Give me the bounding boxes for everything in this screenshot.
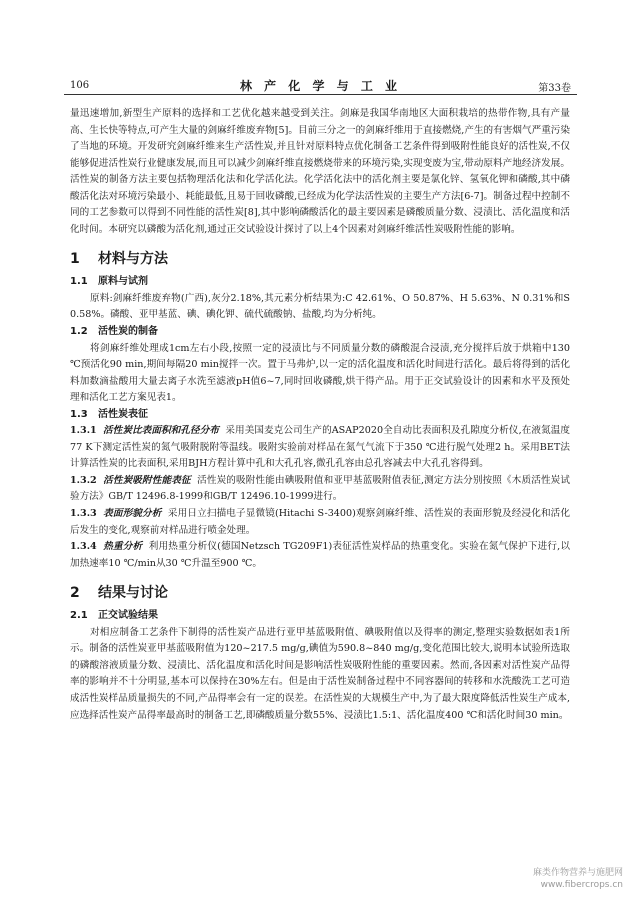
section-title: 材料与方法 [98,251,168,268]
subsub-number: 1.3.1 [70,425,97,437]
subsection-number: 1.1 [70,276,88,288]
preparation-paragraph: 将剑麻纤维处理成1cm左右小段,按照一定的浸渍比与不同质量分数的磷酸混合浸渍,充分搅拌后放于烘箱中130 ℃预活化90 min,期间每隔20 min搅拌一次。置于马弗炉,以一定的活化温度和活化时间进行活化。最后将得到的活化料加数滴盐酸用大量去离子水洗至滤液pH值6~7,同时回收磷酸,烘干得产品。用于正交试验设计的因素和水平及预处理和活化工艺方案见表1。 [70,342,570,404]
main-text [70,106,570,724]
subsection-number: 2.1 [70,610,88,622]
subsub-title: 活性炭吸附性能表征 [103,474,191,486]
subsection-title: 活性炭的制备 [98,326,158,338]
subsub-number: 1.3.2 [70,474,97,486]
section-number: 1 [70,251,80,268]
watermark [533,867,623,891]
subsection-2-1-heading [70,608,570,625]
subsub-number: 1.3.4 [70,541,97,553]
subsub-body: 采用美国麦克公司生产的ASAP2020全自动比表面积及孔隙度分析仪,在液氮温度77 K下测定活性炭的氮气吸附脱附等温线。吸附实验前对样品在氮气气流下于350 ℃进行脱气处理2 h。采用BET法计算活性炭的比表面积,采用BJH方程计算中孔和大孔孔容,微孔孔容由总孔容减去中大孔孔容得到。 [70,425,570,470]
paragraph-1-3-4 [70,539,570,572]
subsub-body: 活性炭的吸附性能由碘吸附值和亚甲基蓝吸附值表征,测定方法分别按照《木质活性炭试验方法》GB/T 12496.8-1999和GB/T 12496.10-1999进行。 [70,474,571,503]
section-1-heading [70,248,570,266]
subsection-number: 1.2 [70,326,88,338]
subsection-title: 原料与试剂 [98,276,148,288]
subsub-body: 采用日立扫描电子显微镜(Hitachi S-3400)观察剑麻纤维、活性炭的表面形貌及经浸化和活化后发生的变化,观察前对样品进行喷金处理。 [70,508,571,536]
paragraph-1-3-3 [70,506,570,539]
journal-title: 林 产 化 学 与 工 业 [239,79,402,93]
running-header [64,74,577,95]
subsub-title: 表面形貌分析 [103,508,162,520]
subsub-body: 利用热重分析仪(德国Netzsch TG209F1)表征活性炭样品的热重变化。实验在氮气保护下进行,以加热速率10 ℃/min从30 ℃升温至900 ℃。 [70,541,570,569]
page-number: 106 [70,80,90,91]
subsection-1-3-heading [70,407,570,424]
volume-label: 第33卷 [538,83,571,94]
watermark-line-1: 麻类作物营养与施肥网 [532,868,623,878]
section-number: 2 [70,585,80,602]
results-paragraph: 对相应制备工艺条件下制得的活性炭产品进行亚甲基蓝吸附值、碘吸附值以及得率的测定,整理实验数据如表1所示。制备的活性炭亚甲基蓝吸附值为120~217.5 mg/g,碘值为590.8~840 mg/g,变化范围比较大,说明本试验所选取的磷酸溶液质量分数、浸渍比、活化温度和活化时间是影响活性炭吸附性能的重要因素。然而,各因素对活性炭产品得率的影响并不十分明显,基本可以保持在30%左右。但是由于活性炭制备过程中不同容器间的转移和水洗酸洗工艺可造成活性炭样品质量损失的不同,产品得率会有一定的误差。在活性炭的大规模生产中,为了最大限度降低活性炭生产成本,应选择活性炭产品得率最高时的制备工艺,即磷酸质量分数55%、浸渍比1.5:1、活化温度400 ℃和活化时间30 min。 [70,626,570,721]
subsection-title: 正交试验结果 [98,610,158,622]
subsub-number: 1.3.3 [70,508,97,520]
watermark-line-2: www.fibercrops.cn [540,880,623,890]
subsub-title: 活性炭比表面积和孔径分布 [102,425,220,437]
section-title: 结果与讨论 [98,585,168,602]
subsection-title: 活性炭表征 [98,408,148,420]
intro-paragraph: 量迅速增加,新型生产原料的选择和工艺优化越来越受到关注。剑麻是我国华南地区大面积栽培的热带作物,具有产量高、生长快等特点,可产生大量的剑麻纤维废弃物[5]。目前三分之一的剑麻纤维用于直接燃烧,产生的有害烟气严重污染了当地的环境。开发研究剑麻纤维来生产活性炭,并且针对原料特点优化制备工艺条件得到吸附性能良好的活性炭,不仅能够促进活性炭行业健康发展,而且可以减少剑麻纤维直接燃烧带来的环境污染,实现变废为宝,带动原料产地经济发展。活性炭的制备方法主要包括物理活化法和化学活化法。化学活化法中的活化剂主要是氯化锌、氢氧化钾和磷酸,其中磷酸活化法对环境污染最小、耗能最低,且易于回收磷酸,已经成为化学法活性炭的主要生产方法[6-7]。制备过程中控制不同的工艺参数可以得到不同性能的活性炭[8],其中影响磷酸活化的最主要因素是磷酸质量分数、浸渍比、活化温度和活化时间。本研究以磷酸为活化剂,通过正交试验设计探讨了以上4个因素对剑麻纤维活性炭吸附性能的影响。 [70,108,570,235]
paragraph-1-3-2 [70,473,570,506]
materials-paragraph: 原料:剑麻纤维废弃物(广西),灰分2.18%,其元素分析结果为:C 42.61%、O 50.87%、H 5.63%、N 0.31%和S 0.58%。磷酸、亚甲基蓝、碘、碘化钾、硫代硫酸钠、盐酸,均为分析纯。 [70,292,570,321]
paragraph-1-3-1 [70,423,570,473]
section-2-heading [70,582,570,600]
subsection-1-1-heading [70,274,570,291]
subsection-number: 1.3 [70,408,88,420]
subsection-1-2-heading [70,324,570,341]
subsub-title: 热重分析 [103,541,143,553]
